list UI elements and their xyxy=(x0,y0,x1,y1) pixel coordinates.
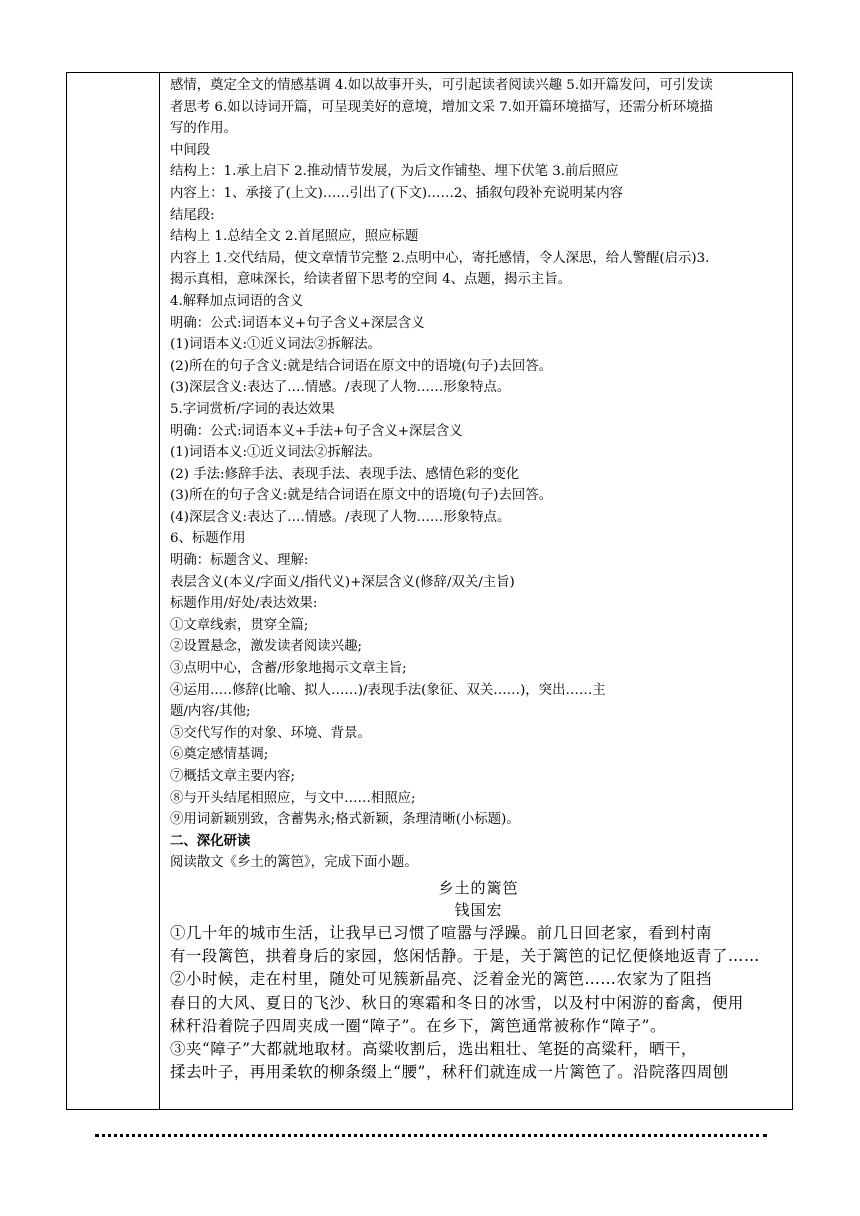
essay-line: 春日的大风、夏日的飞沙、秋日的寒霜和冬日的冰雪，以及村中闲游的畜禽，便用 xyxy=(170,993,744,1012)
text-line: 5.字词赏析/字词的表达效果 xyxy=(170,401,335,417)
text-line: 4.解释加点词语的含义 xyxy=(170,293,304,309)
essay-author: 钱国宏 xyxy=(454,901,503,920)
page-footer-divider xyxy=(95,1134,767,1137)
text-line: ③点明中心，含蓄/形象地揭示文章主旨; xyxy=(170,661,407,677)
table-content-cell xyxy=(170,75,787,1084)
text-line: ⑤交代写作的对象、环境、背景。 xyxy=(170,725,371,741)
text-line: 揭示真相，意味深长，给读者留下思考的空间 4、点题，揭示主旨。 xyxy=(170,272,572,288)
essay-line: ①几十年的城市生活，让我早已习惯了喧嚣与浮躁。前几日回老家，看到村南 xyxy=(170,923,712,942)
essay-title: 乡土的篱笆 xyxy=(438,878,519,897)
notes-table xyxy=(66,72,793,1110)
text-line: 明确：公式:词语本义+手法+句子含义+深层含义 xyxy=(170,423,463,439)
text-line: 标题作用/好处/表达效果: xyxy=(170,596,318,612)
text-line: 题/内容/其他; xyxy=(170,704,251,720)
text-line: ④运用..…修辞(比喻、拟人……)/表现手法(象征、双关……)，突出……主 xyxy=(170,682,606,698)
text-line: 结构上：1.承上启下 2.推动情节发展，为后文作铺垫、埋下伏笔 3.前后照应 xyxy=(170,164,619,180)
essay-line: ②小时候，走在村里，随处可见簇新晶亮、泛着金光的篱笆……农家为了阻挡 xyxy=(170,970,712,989)
text-line: ⑦概括文章主要内容; xyxy=(170,769,296,784)
text-line: 结构上 1.总结全文 2.首尾照应，照应标题 xyxy=(170,229,419,245)
text-line: (3)所在的句子含义:就是结合词语在原文中的语境(句子)去回答。 xyxy=(170,488,553,504)
text-line: 中间段 xyxy=(170,142,211,158)
section-heading: 二、深化研读 xyxy=(170,832,251,849)
text-line: (2) 手法:修辞手法、表现手法、表现手法、感情色彩的变化 xyxy=(170,466,520,482)
text-line: (4)深层含义:表达了.…情感。/表现了人物……形象特点。 xyxy=(170,509,511,525)
text-line: (1)词语本义:①近义词法②拆解法。 xyxy=(170,445,381,461)
text-line: ②设置悬念，激发读者阅读兴趣; xyxy=(170,639,362,655)
text-line: (3)深层含义:表达了.…情感。/表现了人物……形象特点。 xyxy=(170,380,511,396)
text-line: 明确：公式:词语本义+句子含义+深层含义 xyxy=(170,315,425,331)
essay-line: 秫秆沿着院子四周夹成一圈“障子”。在乡下，篱笆通常被称作“障子”。 xyxy=(170,1016,666,1035)
text-line: (1)词语本义:①近义词法②拆解法。 xyxy=(170,337,381,353)
text-line: ⑧与开头结尾相照应，与文中……相照应; xyxy=(170,790,416,806)
text-line: (2)所在的句子含义:就是结合词语在原文中的语境(句子)去回答。 xyxy=(170,358,553,374)
text-line: 写的作用。 xyxy=(170,121,237,137)
column-divider xyxy=(159,73,160,1109)
text-line: 内容上 1.交代结局，使文章情节完整 2.点明中心，寄托感情，令人深思，给人警醒(启示)3. xyxy=(170,250,710,266)
text-line: 感情，奠定全文的情感基调 4.如以故事开头，可引起读者阅读兴趣 5.如开篇发问，可引发读 xyxy=(170,78,713,93)
text-line: 者思考 6.如以诗词开篇，可呈现美好的意境，增加文采 7.如开篇环境描写，还需分析环境描 xyxy=(170,99,713,115)
text-line: 内容上：1、承接了(上文)……引出了(下文)……2、插叙句段补充说明某内容 xyxy=(170,185,624,201)
text-line: ①文章线索，贯穿全篇; xyxy=(170,617,309,633)
essay-line: 有一段篱笆，拱着身后的家园，悠闲恬静。于是，关于篱笆的记忆便倏地返青了…… xyxy=(170,947,760,966)
text-line: 结尾段: xyxy=(170,207,215,223)
text-line: ⑨用词新颖别致，含蓄隽永;格式新颖，条理清晰(小标题)。 xyxy=(170,812,520,828)
text-line: 明确：标题含义、理解: xyxy=(170,553,309,569)
essay-line: ③夹“障子”大都就地取材。高粱收割后，选出粗壮、笔挺的高粱秆，晒干， xyxy=(170,1039,697,1058)
text-line: 6、标题作用 xyxy=(170,531,246,547)
essay-line: 揉去叶子，再用柔软的柳条缀上“腰”，秫秆们就连成一片篱笆了。沿院落四周刨 xyxy=(170,1063,729,1082)
essay xyxy=(170,877,787,1084)
text-line: ⑥奠定感情基调; xyxy=(170,747,269,763)
reading-instruction: 阅读散文《乡土的篱笆》，完成下面小题。 xyxy=(170,855,418,871)
text-line: 表层含义(本义/字面义/指代义)+深层含义(修辞/双关/主旨) xyxy=(170,574,515,590)
